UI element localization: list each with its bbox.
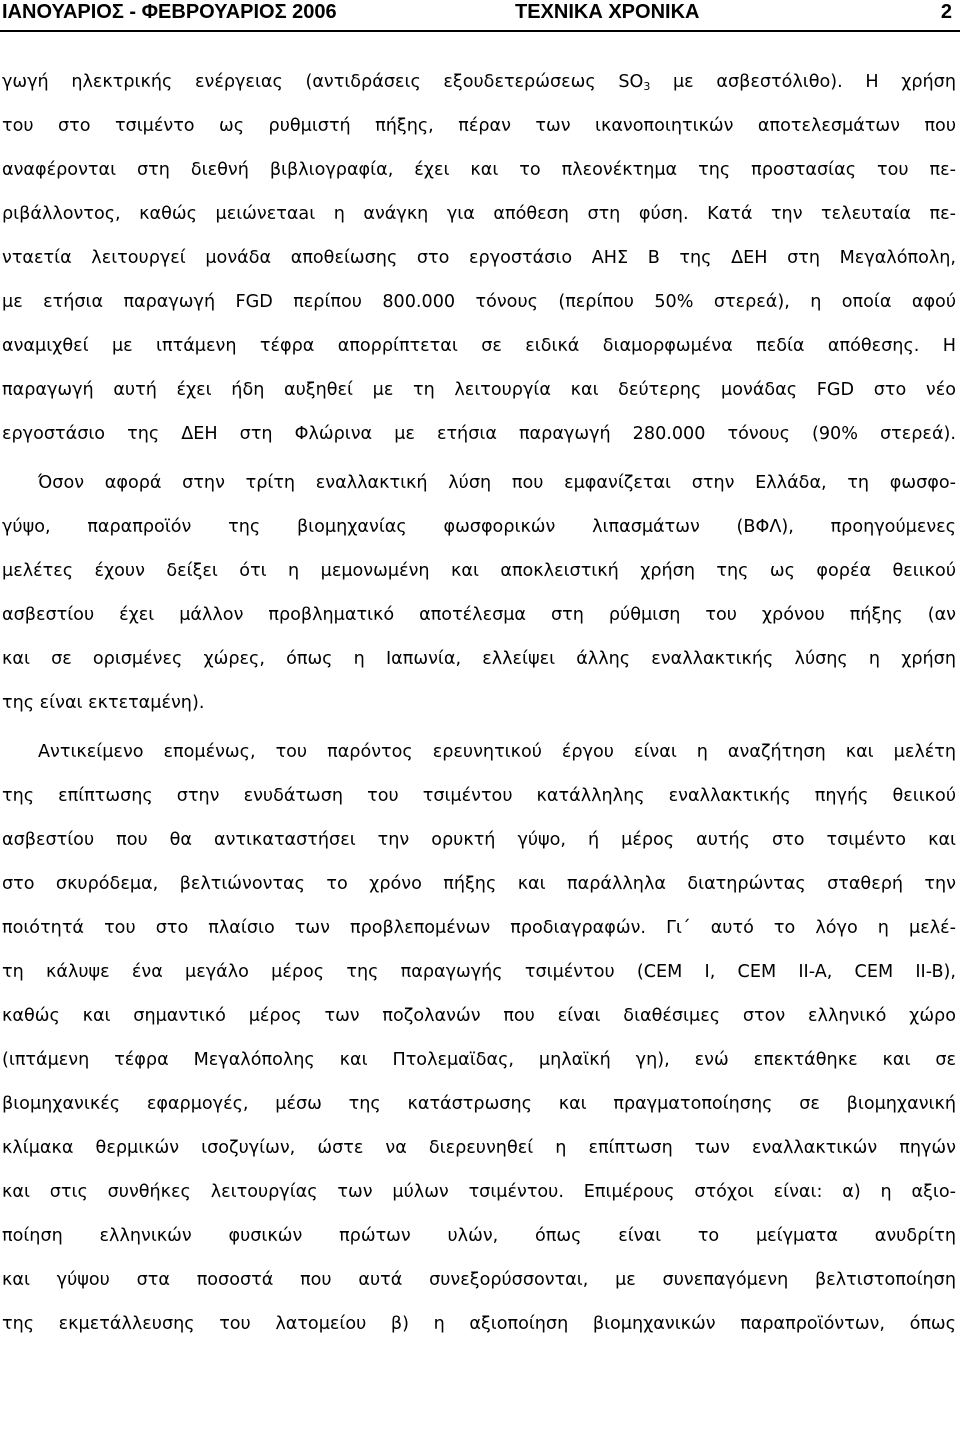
text-line: ποιότητά του στο πλαίσιο των προβλεπομένων προδιαγραφών. Γι΄ αυτό το λόγο η μελέ- — [2, 918, 956, 938]
text-line: ασβεστίου που θα αντικαταστήσει την ορυκτή γύψο, ή μέρος αυτής στο τσιμέντο και — [2, 830, 956, 850]
text-line: αναφέρονται στη διεθνή βιβλιογραφία, έχει και το πλεονέκτημα της προστασίας του πε- — [2, 160, 956, 180]
text-line: καθώς και σημαντικό μέρος των ποζολανών που είναι διαθέσιμες στον ελληνικό χώρο — [2, 1006, 956, 1026]
subscript: 3 — [643, 79, 651, 93]
paragraph-last-line: της είναι εκτεταμένη). — [2, 693, 205, 713]
text-line: αναμιχθεί με ιπτάμενη τέφρα απορρίπτεται σε ειδικά διαμορφωμένα πεδία απόθεσης. Η — [2, 336, 956, 356]
text-line: με ετήσια παραγωγή FGD περίπου 800.000 τόνους (περίπου 50% στερεά), η οποία αφού — [2, 292, 956, 312]
text-line: ριβάλλοντος, καθώς μειώνεταаι η ανάγκη για απόθεση στη φύση. Κατά την τελευταία πε- — [2, 204, 956, 224]
text-line: γύψο, παραπροϊόν της βιομηχανίας φωσφορικών λιπασμάτων (ΒΦΛ), προηγούμενες — [2, 517, 956, 537]
text-line: ποίηση ελληνικών φυσικών πρώτων υλών, όπως είναι το μείγματα ανυδρίτη — [2, 1226, 956, 1246]
body-text — [2, 60, 956, 1346]
header-journal-title: ΤΕΧΝΙΚΑ ΧΡΟΝΙΚΑ — [515, 1, 700, 23]
text-line: του στο τσιμέντο ως ρυθμιστή πήξης, πέραν των ικανοποιητικών αποτελεσμάτων που — [2, 116, 956, 136]
text-line: και γύψου στα ποσοστά που αυτά συνεξορύσσονται, με συνεπαγόμενη βελτιστοποίηση — [2, 1270, 956, 1290]
text-line: γωγή ηλεκτρικής ενέργειας (αντιδράσεις εξουδετερώσεως $SO_3$ με ασβεστόλιθο). Η χρήση — [2, 72, 956, 93]
text-line: και σε ορισμένες χώρες, όπως η Ιαπωνία, ελλείψει άλλης εναλλακτικής λύσης η χρήση — [2, 649, 956, 669]
header-rule — [0, 30, 960, 32]
paragraph-first-line: Αντικείμενο επομένως, του παρόντος ερευνητικού έργου είναι η αναζήτηση και μελέτη — [38, 742, 956, 762]
text-line: κλίμακα θερμικών ισοζυγίων, ώστε να διερευνηθεί η επίπτωση των εναλλακτικών πηγών — [2, 1138, 956, 1158]
text-line: μελέτες έχουν δείξει ότι η μεμονωμένη και αποκλειστική χρήση της ως φορέα θειικού — [2, 561, 956, 581]
header-page-number: 2 — [940, 1, 952, 23]
text-line: της επίπτωσης στην ενυδάτωση του τσιμέντου κατάλληλης εναλλακτικής πηγής θειικού — [2, 786, 956, 806]
text-line: εργοστάσιο της ΔΕΗ στη Φλώρινα με ετήσια παραγωγή 280.000 τόνους (90% στερεά). — [2, 424, 956, 444]
text-line: και στις συνθήκες λειτουργίας των μύλων τσιμέντου. Επιμέρους στόχοι είναι: α) η αξιο- — [2, 1182, 956, 1202]
paragraph-first-line: Όσον αφορά στην τρίτη εναλλακτική λύση που εμφανίζεται στην Ελλάδα, τη φωσφο- — [38, 473, 956, 493]
text-line: παραγωγή αυτή έχει ήδη αυξηθεί με τη λειτουργία και δεύτερης μονάδας FGD στο νέο — [2, 380, 956, 400]
text-line: της εκμετάλλευσης του λατομείου β) η αξιοποίηση βιομηχανικών παραπροϊόντων, όπως — [2, 1314, 956, 1334]
text-line: τη κάλυψε ένα μεγάλο μέρος της παραγωγής τσιμέντου (CEM I, CEM II-A, CEM II-B), — [2, 962, 956, 982]
page-header — [0, 0, 960, 24]
text-line: ασβεστίου έχει μάλλον προβληματικό αποτέλεσμα στη ρύθμιση του χρόνου πήξης (αν — [2, 605, 956, 625]
text-line: (ιπτάμενη τέφρα Μεγαλόπολης και Πτολεμαϊδας, μηλαϊκή γη), ενώ επεκτάθηκε και σε — [2, 1050, 956, 1070]
text-line: νταετία λειτουργεί μονάδα αποθείωσης στο εργοστάσιο ΑΗΣ Β της ΔΕΗ στη Μεγαλόπολη, — [2, 248, 956, 268]
header-issue-date: ΙΑΝΟΥΑΡΙΟΣ - ΦΕΒΡΟΥΑΡΙΟΣ 2006 — [2, 1, 337, 23]
text-line: στο σκυρόδεμα, βελτιώνοντας το χρόνο πήξης και παράλληλα διατηρώντας σταθερή την — [2, 874, 956, 894]
text-line: βιομηχανικές εφαρμογές, μέσω της κατάστρωσης και πραγματοποίησης σε βιομηχανική — [2, 1094, 956, 1114]
